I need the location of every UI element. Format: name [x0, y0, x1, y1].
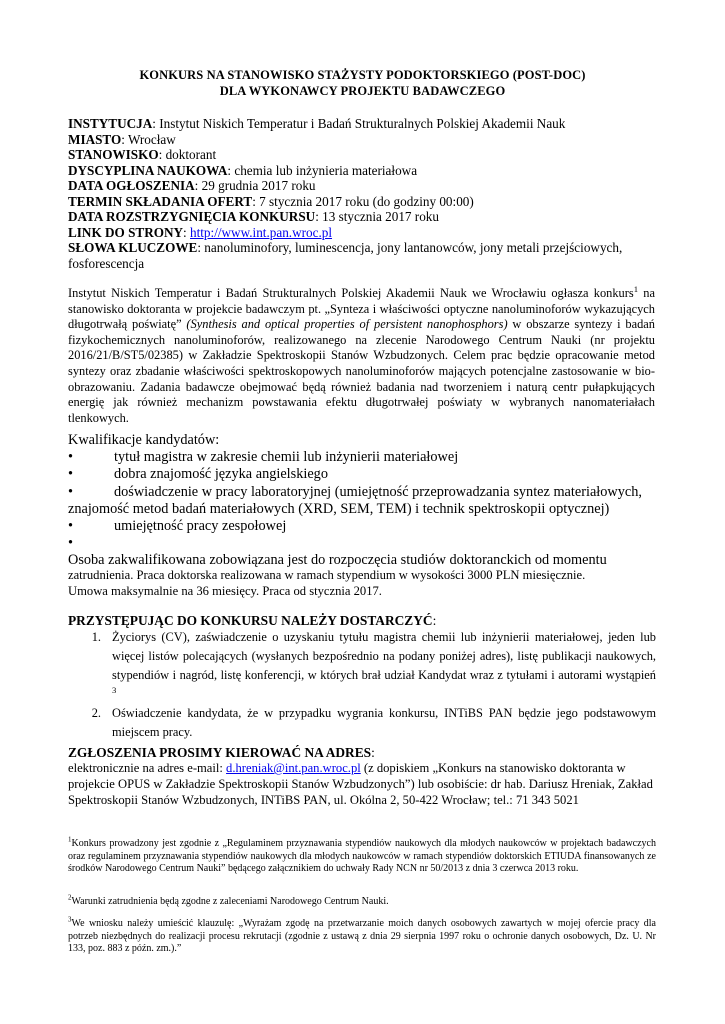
- detail-link: LINK DO STRONY: http://www.int.pan.wroc.pl: [68, 224, 333, 240]
- document-title-line-1: KONKURS NA STANOWISKO STAŻYSTY PODOKTORSKIEGO (POST-DOC): [139, 68, 586, 82]
- requirements-list: [68, 628, 656, 742]
- detail-result-date: DATA ROZSTRZYGNIĘCIA KONKURSU: 13 stycznia 2017 roku: [68, 209, 439, 224]
- employment-note-line-1: Osoba zakwalifikowana zobowiązana jest do rozpoczęcia studiów doktoranckich od momentu: [68, 552, 607, 569]
- detail-announcement-date: DATA OGŁOSZENIA: 29 grudnia 2017 roku: [68, 178, 316, 193]
- list-item-continuation: znajomość metod badań materiałowych (XRD, SEM, TEM) i technik spektroskopii optycznej): [68, 500, 610, 517]
- website-link[interactable]: http://www.int.pan.wroc.pl: [190, 224, 333, 240]
- qualifications-section: [68, 432, 668, 570]
- contact-paragraph: elektronicznie na adres e-mail: d.hreniak@int.pan.wroc.pl (z dopiskiem „Konkurs na stanowisko doktoranta w projekcie OPUS w Zakładzie Spektroskopii Stanów Wzbudzonych”) lub osobiście: dr hab. Dariusz Hreniak, Zakład Spektroskopii Stanów Wzbudzonych, INTiBS PAN, ul. Okólna 2, 50-422 Wrocław; tel.: 71 343 5021: [68, 761, 653, 807]
- detail-discipline: DYSCYPLINA NAUKOWA: chemia lub inżynieria materiałowa: [68, 162, 418, 178]
- list-item: • doświadczenie w pracy laboratoryjnej (umiejętność przeprowadzania syntez materiałowych,: [68, 483, 642, 500]
- detail-deadline: TERMIN SKŁADANIA OFERT: 7 stycznia 2017 roku (do godziny 00:00): [68, 193, 474, 209]
- list-item: 2. Oświadczenie kandydata, że w przypadku wygrania konkursu, INTiBS PAN będzie jego podstawowym miejscem pracy.: [91, 706, 656, 739]
- list-item: • dobra znajomość języka angielskiego: [68, 466, 328, 483]
- qualifications-heading: Kwalifikacje kandydatów:: [68, 432, 220, 448]
- document-title-line-2: DLA WYKONAWCY PROJEKTU BADAWCZEGO: [219, 84, 506, 98]
- list-item: • tytuł magistra w zakresie chemii lub inżynierii materiałowej: [68, 449, 459, 466]
- list-item: 1. Życiorys (CV), zaświadczenie o uzyskaniu tytułu magistra chemii lub inżynierii materiałowej, jeden lub więcej listów polecających (wysłanych bezpośrednio na podany poniżej adres), listę publikacji naukowych, stypendiów i nagród, listę konferencji, w których brał udział Kandydat wraz z tytułami i autorami wystąpień $^3$: [91, 630, 656, 695]
- footnote-2: $^2$Warunki zatrudnienia będą zgodne z zaleceniami Narodowego Centrum Nauki.: [68, 893, 389, 907]
- posting-details: [68, 116, 668, 271]
- detail-city: MIASTO: Wrocław: [68, 131, 176, 147]
- list-item-empty: •: [68, 535, 74, 552]
- footnote-1: $^1$Konkurs prowadzony jest zgodnie z „Regulaminem przyznawania stypendiów naukowych dla młodych naukowców w projektach badawczych oraz regulaminem przyznawania stypendiów naukowych dla młodych naukowców w ramach stypendiów doktorskich ETIUDA finansowanych ze środków Narodowego Centrum Nauki” będącego załącznikiem do uchwały Rady NCN nr 50/2013 z dnia 3 czerwca 2013 roku.: [68, 835, 656, 875]
- requirements-heading: PRZYSTĘPUJĄC DO KONKURSU NALEŻY DOSTARCZYĆ:: [68, 613, 437, 628]
- list-item: • umiejętność pracy zespołowej: [68, 518, 287, 535]
- contact-email-link[interactable]: d.hreniak@int.pan.wroc.pl: [226, 761, 361, 775]
- footnote-3: $^3$We wniosku należy umieścić klauzulę: „Wyrażam zgodę na przetwarzanie moich danych osobowych zawartych w mojej ofercie pracy dla potrzeb niezbędnych do realizacji procesu rekrutacji (zgodnie z ustawą z dnia 29 sierpnia 1997 roku o ochronie danych osobowych, Dz. U. Nr 133, poz. 883 z późn. zm.).”: [68, 915, 656, 955]
- detail-position: STANOWISKO: doktorant: [68, 147, 217, 162]
- detail-keywords: SŁOWA KLUCZOWE: nanoluminofory, luminescencja, jony lantanowców, jony metali przejściowych,: [68, 240, 623, 255]
- employment-note: zatrudnienia. Praca doktorska realizowana w ramach stypendium w wysokości 3000 PLN miesięcznie. Umowa maksymalnie na 36 miesięcy. Praca od stycznia 2017.: [68, 568, 586, 598]
- intro-paragraph: Instytut Niskich Temperatur i Badań Strukturalnych Polskiej Akademii Nauk we Wrocławiu ogłasza konkurs$^1$ na stanowisko doktoranta w projekcie badawczym pt. „Synteza i właściwości optyczne nanoluminoforów wykazujących długotrwałą poświatę” (Synthesis and optical properties of persistent nanophosphors) w obszarze syntezy i badań fizykochemicznych nanoluminoforów, realizowanego na zlecenie Narodowego Centrum Nauki (nr projektu 2016/21/B/ST5/02385) w Zakładzie Spektroskopii Stanów Wzbudzonych. Celem prac będzie opracowanie metod syntezy oraz zbadanie właściwości spektroskopowych nanoluminoforów mających potencjalne zastosowanie w bio-obrazowaniu. Zadania badawcze obejmować będą również badania nad tworzeniem i naturą centr pułapkujących energię jak również mechanizm powstawania efektu długotrwałej poświaty w wybranych nanomateriałach tlenkowych.: [68, 283, 656, 425]
- contact-heading: ZGŁOSZENIA PROSIMY KIEROWAĆ NA ADRES:: [68, 745, 375, 760]
- detail-keywords-cont: fosforescencja: [68, 255, 145, 271]
- detail-institution: INSTYTUCJA: Instytut Niskich Temperatur i Badań Strukturalnych Polskiej Akademii Nauk: [68, 116, 566, 131]
